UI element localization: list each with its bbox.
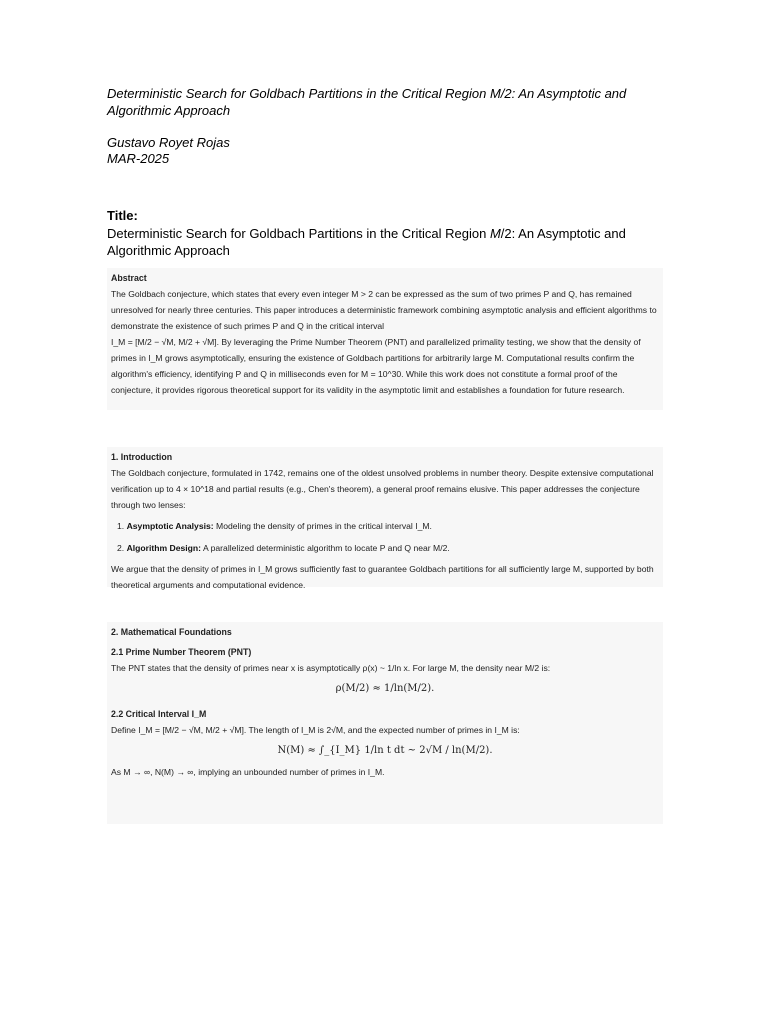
publication-date: MAR-2025 — [107, 151, 170, 166]
abstract-heading: Abstract — [111, 273, 147, 283]
foundations-heading: 2. Mathematical Foundations — [111, 627, 232, 637]
list-item: 2. Algorithm Design: A parallelized deterministic algorithm to locate P and Q near M/2. — [117, 543, 450, 553]
density-equation: ρ(M/2) ≈ 1/ln(M/2). — [335, 683, 435, 694]
pnt-subheading: 2.1 Prime Number Theorem (PNT) — [111, 647, 252, 657]
pnt-text: The PNT states that the density of primes near x is asymptotically ρ(x) ~ 1/ln x. For large M, the density near M/2 is: — [111, 663, 551, 673]
introduction-conclusion: We argue that the density of primes in I_M grows sufficiently fast to guarantee Goldbach partitions for all sufficiently large M, supported by both theoretical arguments and computational evidence. — [111, 564, 654, 590]
introduction-section — [107, 447, 663, 590]
introduction-list — [117, 515, 659, 559]
abstract-paragraph-2: I_M = [M/2 − √M, M/2 + √M]. By leveraging the Prime Number Theorem (PNT) and parallelized primality testing, we show that the density of primes in I_M grows asymptotically, ensuring the existence of Goldbach partitions for arbitrarily large M. Computational results confirm the algorithm's efficiency, identifying P and Q in milliseconds even for M = 10^30. While this work does not constitute a formal proof of the conjecture, it provides rigorous theoretical support for its validity in the asymptotic limit and establishes a foundation for future research. — [111, 337, 641, 395]
list-item: 1. Asymptotic Analysis: Modeling the density of primes in the critical interval I_M. — [117, 521, 432, 531]
critical-interval-text: Define I_M = [M/2 − √M, M/2 + √M]. The length of I_M is 2√M, and the expected number of primes in I_M is: — [111, 725, 520, 735]
abstract-paragraph-1: The Goldbach conjecture, which states that every even integer M > 2 can be expressed as the sum of two primes P and Q, has remained unresolved for nearly three centuries. This paper introduces a deterministic framework combining asymptotic analysis and efficient algorithms to demonstrate the existence of such primes P and Q in the critical interval — [111, 289, 657, 331]
foundations-conclusion: As M → ∞, N(M) → ∞, implying an unbounded number of primes in I_M. — [111, 767, 385, 777]
prime-count-equation: N(M) ≈ ∫_{I_M} 1/ln t dt ~ 2√M / ln(M/2). — [277, 745, 493, 756]
critical-interval-subheading: 2.2 Critical Interval I_M — [111, 709, 207, 719]
introduction-paragraph: The Goldbach conjecture, formulated in 1742, remains one of the oldest unsolved problems in number theory. Despite extensive computational verification up to 4 × 10^18 and partial results (e.g., Chen's theorem), a general proof remains elusive. This paper addresses the conjecture through two lenses: — [111, 468, 654, 510]
cover-title: Deterministic Search for Goldbach Partitions in the Critical Region M/2: An Asymptotic and Algorithmic Approach — [107, 86, 627, 118]
abstract-section — [107, 268, 663, 410]
foundations-section — [107, 622, 663, 824]
title-label: Title: — [107, 208, 138, 223]
introduction-heading: 1. Introduction — [111, 452, 173, 462]
author-name: Gustavo Royet Rojas — [107, 135, 230, 150]
paper-title: Deterministic Search for Goldbach Partitions in the Critical Region M/2: An Asymptotic and Algorithmic Approach — [107, 226, 626, 258]
